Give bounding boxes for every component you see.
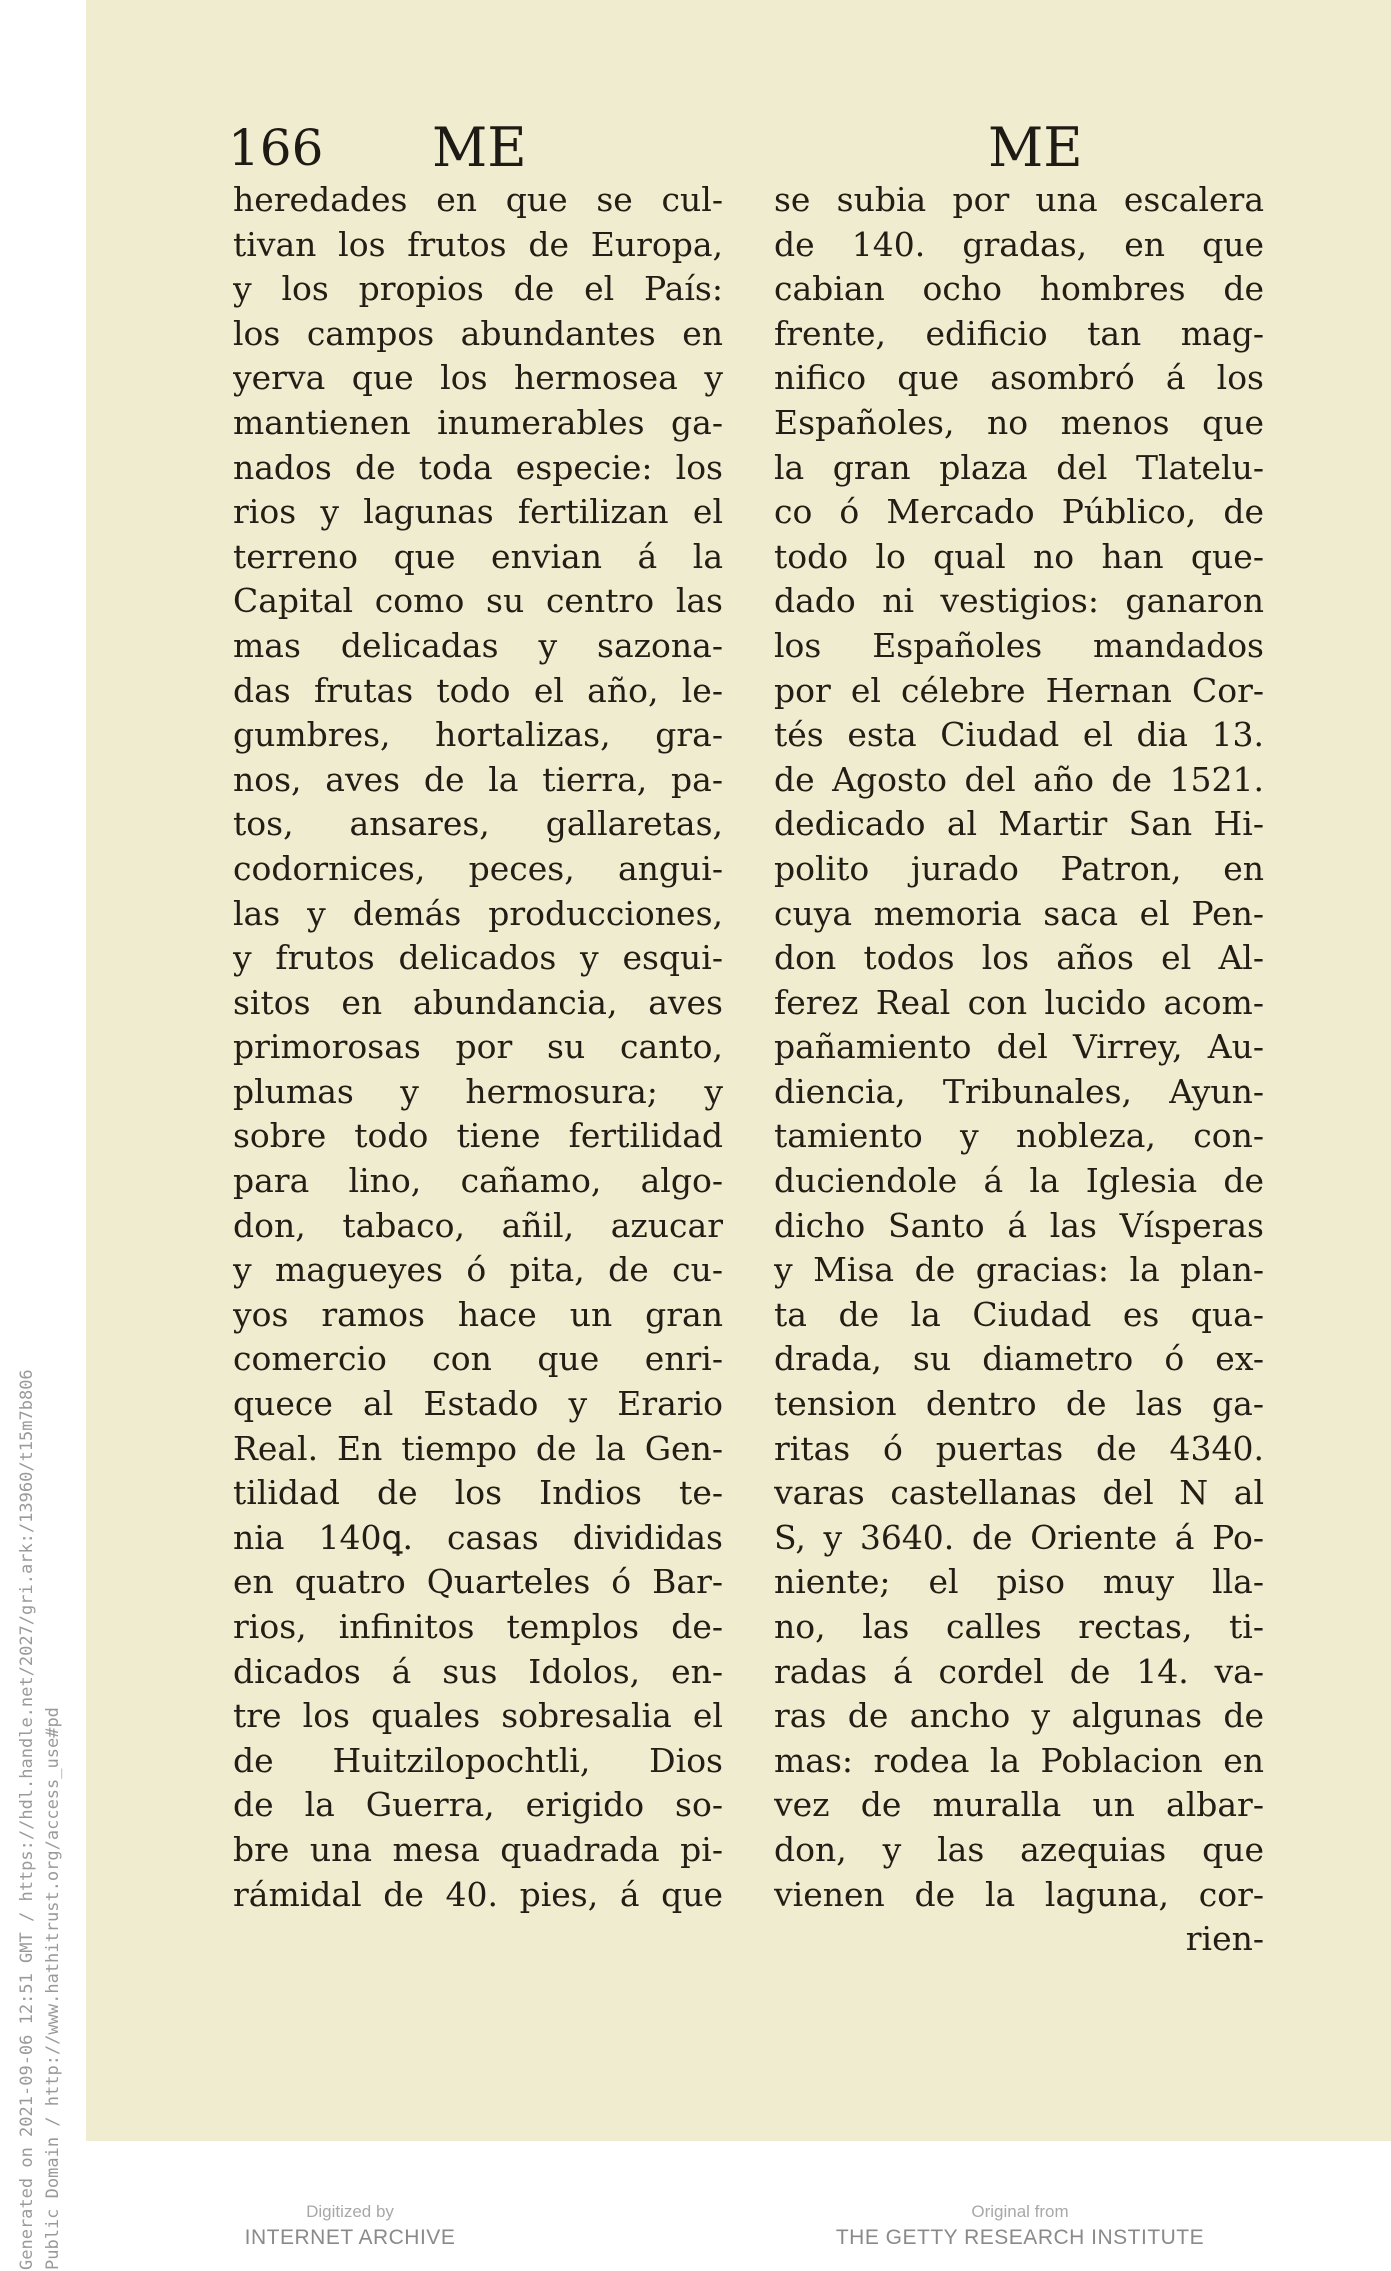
text-line: don todos los años el Al- <box>774 938 1264 978</box>
text-line: quece al Estado y Erario <box>233 1384 723 1424</box>
text-line: tés esta Ciudad el dia 13. <box>774 715 1264 755</box>
text-line: drada, su diametro ó ex- <box>774 1339 1264 1379</box>
text-line: los campos abundantes en <box>233 313 723 353</box>
text-line: Capital como su centro las <box>233 581 723 621</box>
left-text-column <box>233 178 723 1917</box>
text-line: no, las calles rectas, ti- <box>774 1607 1264 1646</box>
text-line: gumbres, hortalizas, gra- <box>233 715 723 755</box>
text-line: tre los quales sobresalia el <box>233 1696 723 1736</box>
text-line: las y demás producciones, <box>233 893 723 933</box>
text-line: primorosas por su canto, <box>233 1027 723 1067</box>
text-line: don, tabaco, añil, azucar <box>233 1205 723 1245</box>
text-line: rámidal de 40. pies, á que <box>233 1874 723 1914</box>
text-line: nia 140ꝗ. casas divididas <box>233 1517 723 1557</box>
text-line: de 140. gradas, en que <box>774 224 1264 264</box>
text-line: la gran plaza del Tlatelu- <box>774 447 1264 487</box>
text-line: radas á cordel de 14. va- <box>774 1651 1264 1691</box>
text-line: tension dentro de las ga- <box>774 1384 1264 1424</box>
text-line: tamiento y nobleza, con- <box>774 1116 1264 1156</box>
text-line: los Españoles mandados <box>774 625 1264 665</box>
digitized-by-label: Digitized by <box>306 2202 394 2221</box>
book-page <box>86 0 1391 2141</box>
text-line: don, y las azequias que <box>774 1829 1264 1869</box>
text-line: tivan los frutos de Europa, <box>233 224 723 264</box>
text-line: duciendole á la Iglesia de <box>774 1161 1264 1201</box>
text-line: terreno que envian á la <box>233 536 723 576</box>
text-line: rios y lagunas fertilizan el <box>233 492 723 532</box>
page-number: 166 <box>228 119 324 177</box>
text-line: de Huitzilopochtli, Dios <box>233 1740 723 1780</box>
text-line: co ó Mercado Público, de <box>774 492 1264 532</box>
text-line: Españoles, no menos que <box>774 402 1264 442</box>
catchword: rien- <box>1185 1919 1264 1959</box>
text-line: y Misa de gracias: la plan- <box>774 1250 1264 1290</box>
text-line: nos, aves de la tierra, pa- <box>233 759 723 799</box>
text-line: sobre todo tiene fertilidad <box>233 1116 723 1156</box>
text-line: niente; el piso muy lla- <box>774 1562 1264 1602</box>
text-line: dicados á sus Idolos, en- <box>233 1651 723 1691</box>
text-line: por el célebre Hernan Cor- <box>774 670 1264 710</box>
original-from-credit <box>820 2200 1220 2252</box>
digitization-footer <box>0 2200 1391 2270</box>
text-line: ta de la Ciudad es qua- <box>774 1294 1264 1334</box>
right-running-head: ME <box>988 116 1083 179</box>
text-line: en quatro Quarteles ó Bar- <box>233 1562 723 1602</box>
text-line: Real. En tiempo de la Gen- <box>233 1428 723 1468</box>
text-line: y magueyes ó pita, de cu- <box>233 1250 723 1290</box>
watermark-generated-line: Generated on 2021-09-06 12:51 GMT / https://hdl.handle.net/2027/gri.ark:/13960/t15m7b806 <box>17 1369 37 2270</box>
text-line: heredades en que se cul- <box>233 180 723 219</box>
text-line: vez de muralla un albar- <box>774 1785 1264 1825</box>
original-from-label: Original from <box>971 2202 1069 2221</box>
text-line: ras de ancho y algunas de <box>774 1696 1264 1736</box>
text-line: yos ramos hace un gran <box>233 1294 723 1334</box>
text-line: dicho Santo á las Vísperas <box>774 1205 1264 1245</box>
text-line: mantienen inumerables ga- <box>233 402 723 442</box>
text-line: frente, edificio tan mag- <box>774 313 1264 353</box>
text-line: de Agosto del año de 1521. <box>774 759 1264 799</box>
text-line: polito jurado Patron, en <box>774 848 1264 888</box>
text-line: nados de toda especie: los <box>233 447 723 487</box>
text-line: ritas ó puertas de 4340. <box>774 1428 1264 1468</box>
text-line: nifico que asombró á los <box>774 358 1264 398</box>
internet-archive-label: INTERNET ARCHIVE <box>244 2226 456 2249</box>
text-line: de la Guerra, erigido so- <box>233 1785 723 1825</box>
text-line: yerva que los hermosea y <box>233 358 723 398</box>
text-line: cuya memoria saca el Pen- <box>774 893 1264 933</box>
text-line: dedicado al Martir San Hi- <box>774 804 1264 844</box>
text-line: cabian ocho hombres de <box>774 269 1264 309</box>
text-line: diencia, Tribunales, Ayun- <box>774 1071 1264 1111</box>
text-line: tos, ansares, gallaretas, <box>233 804 723 844</box>
text-line: bre una mesa quadrada pi- <box>233 1829 723 1869</box>
right-text-column <box>774 178 1264 1962</box>
text-line: comercio con que enri- <box>233 1339 723 1379</box>
text-line: mas: rodea la Poblacion en <box>774 1740 1264 1780</box>
text-line: pañamiento del Virrey, Au- <box>774 1027 1264 1067</box>
digitized-by-credit <box>200 2200 500 2252</box>
text-line: todo lo qual no han que- <box>774 536 1264 576</box>
text-line: codornices, peces, angui- <box>233 848 723 888</box>
text-line: y los propios de el País: <box>233 269 723 309</box>
text-line: ferez Real con lucido acom- <box>774 982 1264 1022</box>
text-line: sitos en abundancia, aves <box>233 982 723 1022</box>
text-line: S, y 3640. de Oriente á Po- <box>774 1517 1264 1557</box>
left-running-head: ME <box>432 116 527 179</box>
text-line: se subia por una escalera <box>774 180 1264 219</box>
text-line: plumas y hermosura; y <box>233 1071 723 1111</box>
text-line: das frutas todo el año, le- <box>233 670 723 710</box>
text-line: mas delicadas y sazona- <box>233 625 723 665</box>
text-line: varas castellanas del N al <box>774 1473 1264 1513</box>
text-line: tilidad de los Indios te- <box>233 1473 723 1513</box>
text-line: para lino, cañamo, algo- <box>233 1161 723 1201</box>
text-line: y frutos delicados y esqui- <box>233 938 723 978</box>
getty-institute-label: THE GETTY RESEARCH INSTITUTE <box>835 2226 1205 2249</box>
text-line: rios, infinitos templos de- <box>233 1607 723 1646</box>
access-watermark <box>0 1100 80 2270</box>
text-line: vienen de la laguna, cor- <box>774 1874 1264 1914</box>
text-line: dado ni vestigios: ganaron <box>774 581 1264 621</box>
watermark-public-domain-line: Public Domain / http://www.hathitrust.org/access_use#pd <box>43 1707 63 2270</box>
